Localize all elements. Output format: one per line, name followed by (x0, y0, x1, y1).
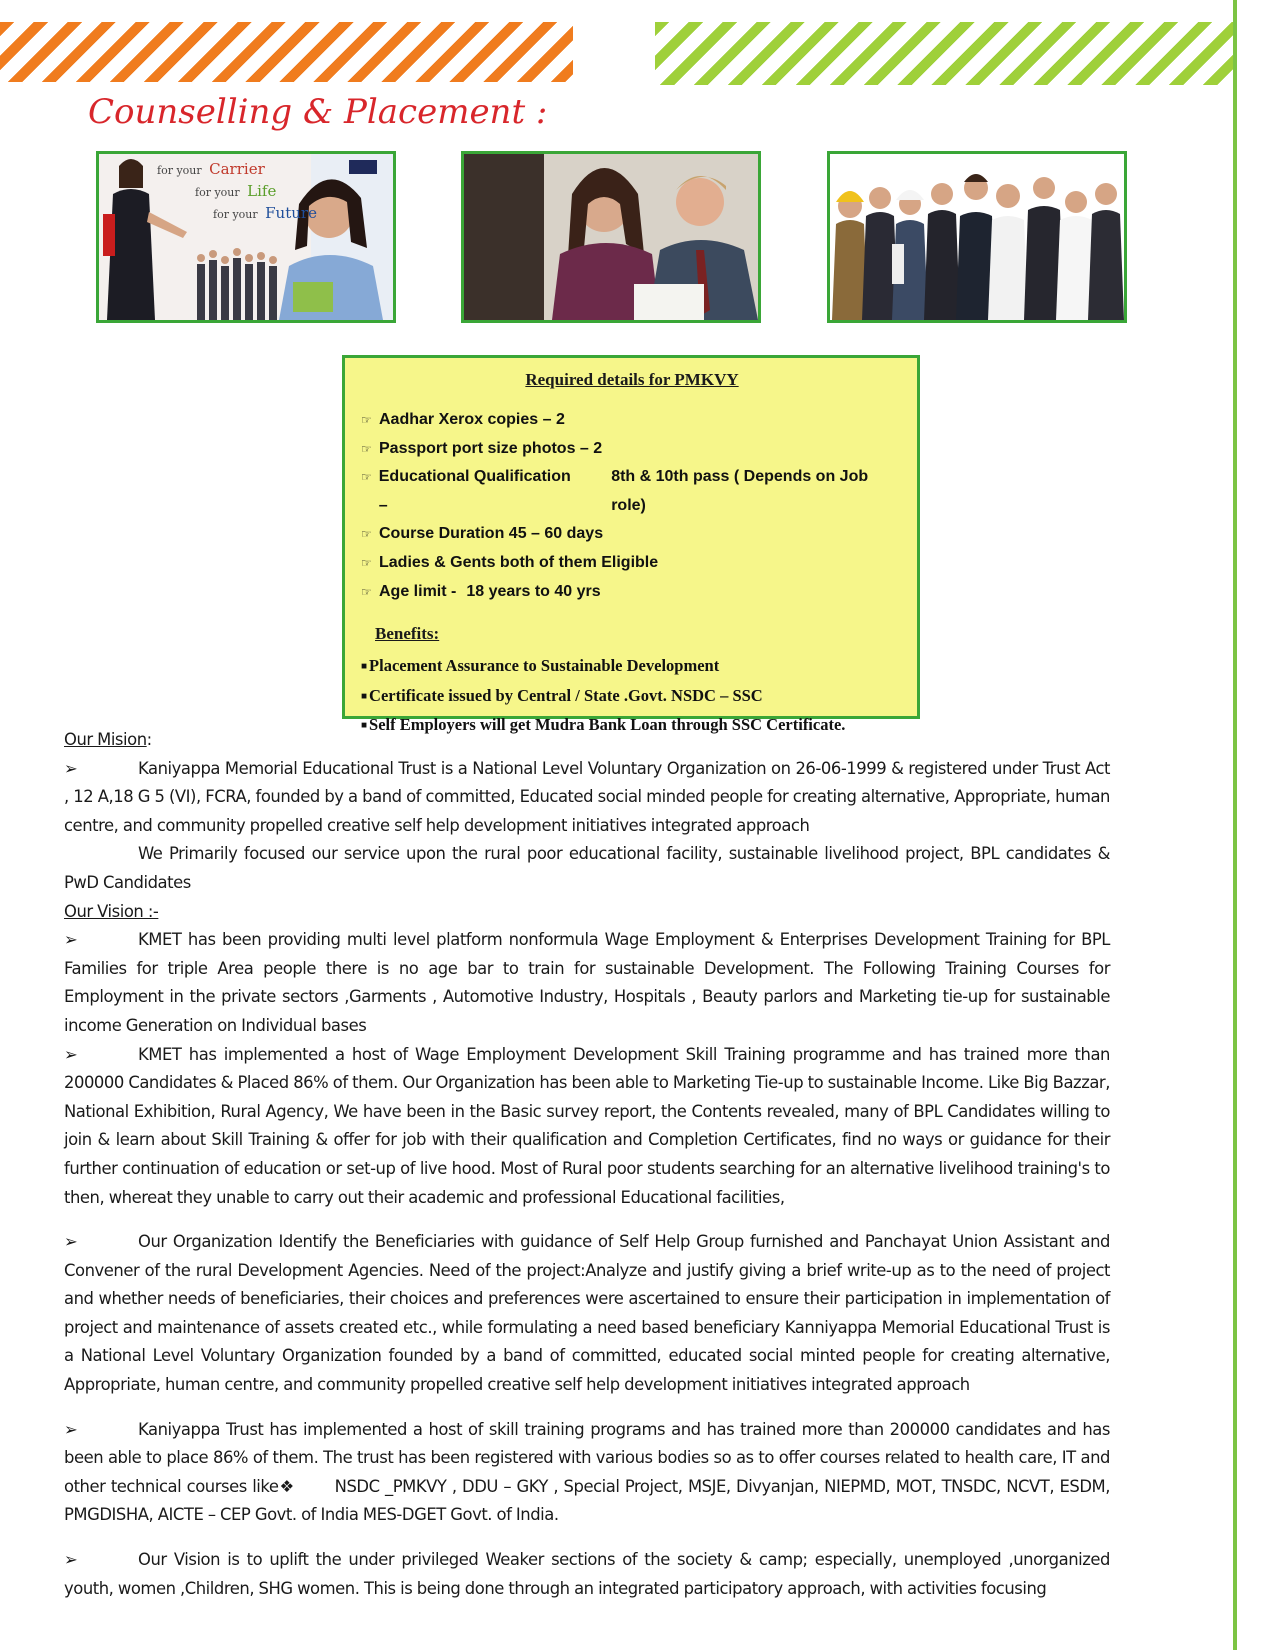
requirement-item: ☞ Age limit - 18 years to 40 yrs (361, 578, 903, 607)
requirement-item: ☞ Educational Qualification – 8th & 10th pass ( Depends on Job role) (361, 463, 903, 520)
vision-paragraph: ➢ Our Organization Identify the Beneficiaries with guidance of Self Help Group furnished and Panchayat Union Assistant and Convener of the rural Development Agencies. Need of the project:Analyze and justify giving a brief write-up as to the need of project and whether needs of beneficiaries, their choices and preferences were ascertained to ensure their participation in implementation of project and maintenance of assets created etc., while formulating a need based beneficiary Kanniyappa Memorial Educational Trust is a National Level Voluntary Organization founded by a band of committed, educated social minted people for creating alternative, Appropriate, human centre, and community propelled creative self help development initiatives integrated approach (64, 1228, 1110, 1400)
arrow-bullet-icon: ➢ (64, 1550, 78, 1570)
arrow-bullet-icon: ➢ (64, 1419, 78, 1439)
career-promo-image (96, 151, 396, 323)
pointing-hand-icon: ☞ (361, 584, 372, 599)
square-bullet-icon: ■ (361, 690, 368, 702)
arrow-bullet-icon: ➢ (64, 758, 78, 778)
orange-stripe-band (0, 22, 573, 82)
vision-paragraph: ➢ Kaniyappa Trust has implemented a host of skill training programs and has trained more than 200000 candidates and has been able to place 86% of them. The trust has been registered with various bodies so as to offer courses related to health care, IT and other technical courses like❖ NSDC _PMKVY , DDU – GKY , Special Project, MSJE, Divyanjan, NIEPMD, MOT, TNSDC, NCVT, ESDM, PMGDISHA, AICTE – CEP Govt. of India MES-DGET Govt. of India. (64, 1416, 1110, 1530)
requirement-item: ☞ Aadhar Xerox copies – 2 (361, 406, 903, 435)
vision-paragraph: ➢ KMET has implemented a host of Wage Employment Development Skill Training programme and has trained more than 200000 Candidates & Placed 86% of them. Our Organization has been able to Marketing Tie-up to sustainable Income. Like Big Bazzar, National Exhibition, Rural Agency, We have been in the Basic survey report, the Contents revealed, many of BPL Candidates willing to join & learn about Skill Training & offer for job with their qualification and Completion Certificates, find no ways or guidance for their further continuation of education or set-up of live hood. Most of Rural poor students searching for an alternative livelihood training's to then, whereat they unable to carry out their academic and professional Educational facilities, (64, 1041, 1110, 1213)
qualification-value: 8th & 10th pass ( Depends on Job role) (611, 468, 869, 514)
green-border-rule (1233, 0, 1237, 1650)
benefit-item: ■ Placement Assurance to Sustainable Development (361, 656, 720, 676)
tagline-carrier: for your Carrier (157, 160, 265, 178)
requirement-item: ☞ Ladies & Gents both of them Eligible (361, 549, 903, 578)
vision-heading: Our Vision :- (64, 901, 159, 921)
page-title: Counselling & Placement : (88, 92, 548, 132)
tagline-life: for your Life (195, 182, 277, 200)
vision-paragraph: ➢ KMET has been providing multi level platform nonformula Wage Employment & Enterprises Development Training for BPL Families for triple Area people there is no age bar to train for sustainable Development. The Following Training Courses for Employment in the private sectors ,Garments , Automotive Industry, Hospitals , Beauty parlors and Marketing tie-up for sustainable income Generation on Individual bases (64, 926, 1110, 1040)
mission-paragraph: We Primarily focused our service upon the rural poor educational facility, sustainable livelihood project, BPL candidates & PwD Candidates (64, 844, 1110, 892)
professionals-group-photo (827, 151, 1127, 323)
benefit-item: ■ Self Employers will get Mudra Bank Loan through SSC Certificate. (361, 715, 846, 735)
interview-photo (461, 151, 761, 323)
diamond-bullet-icon: ❖ (278, 1476, 295, 1496)
arrow-bullet-icon: ➢ (64, 1044, 78, 1064)
requirement-item: ☞ Course Duration 45 – 60 days (361, 520, 903, 549)
benefit-item: ■ Certificate issued by Central / State .Govt. NSDC – SSC (361, 685, 763, 705)
pointing-hand-icon: ☞ (361, 413, 372, 427)
pmkvy-heading: Required details for PMKVY (525, 370, 739, 389)
benefits-heading: Benefits: (375, 624, 440, 644)
body-text (64, 726, 1110, 1603)
square-bullet-icon: ■ (361, 661, 368, 673)
age-limit-value: 18 years to 40 yrs (466, 582, 601, 600)
vision-paragraph: ➢ Our Vision is to uplift the under privileged Weaker sections of the society & camp; especially, unemployed ,unorganized youth, women ,Children, SHG women. This is being done through an integrated participatory approach, with activities focusing (64, 1546, 1110, 1603)
mission-heading: Our Mision: (64, 730, 152, 749)
pointing-hand-icon: ☞ (361, 527, 372, 542)
square-bullet-icon: ■ (361, 720, 368, 732)
green-stripe-band (655, 22, 1233, 85)
courses-list: NSDC _PMKVY , DDU – GKY , Special Project, MSJE, Divyanjan, NIEPMD, MOT, TNSDC, NCVT, ESDM, PMGDISHA, AICTE – CEP Govt. of India MES-DGET Govt. of India. (64, 1476, 1110, 1525)
arrow-bullet-icon: ➢ (64, 1232, 78, 1252)
pointing-hand-icon: ☞ (361, 470, 372, 485)
requirement-item: ☞ Passport port size photos – 2 (361, 435, 903, 464)
pmkvy-details-box (342, 355, 920, 735)
requirements-list (361, 406, 903, 606)
pointing-hand-icon: ☞ (361, 441, 372, 456)
tagline-future: for your Future (213, 204, 317, 222)
arrow-bullet-icon: ➢ (64, 930, 78, 950)
mission-paragraph: ➢ Kaniyappa Memorial Educational Trust is a National Level Voluntary Organization on 26-06-1999 & registered under Trust Act , 12 A,18 G 5 (VI), FCRA, founded by a band of committed, Educated social minded people for creating alternative, Appropriate, human centre, and community propelled creative self help development initiatives integrated approach (64, 755, 1110, 841)
pointing-hand-icon: ☞ (361, 555, 372, 570)
